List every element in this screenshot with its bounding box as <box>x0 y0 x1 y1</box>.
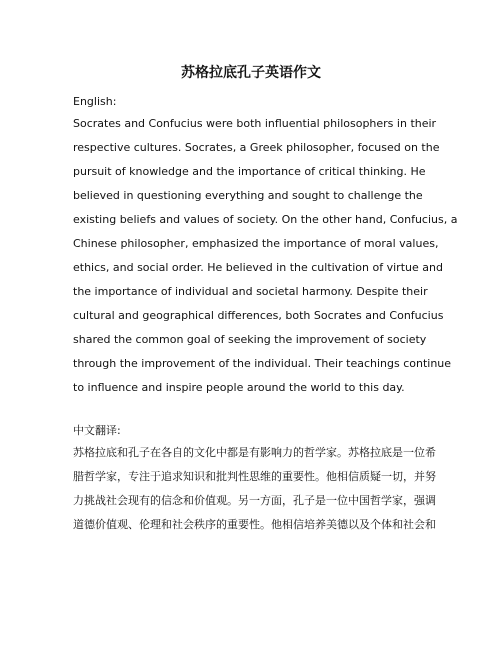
english-line: respective cultures. Socrates, a Greek philosopher, focused on the <box>73 141 440 154</box>
chinese-line: 道德价值观、伦理和社会秩序的重要性。他相信培养美德以及个体和社会和 <box>73 518 436 531</box>
english-line: believed in questioning everything and sought to challenge the <box>73 189 423 202</box>
english-label: English: <box>73 95 117 108</box>
document-body <box>73 92 458 537</box>
chinese-line: 力挑战社会现有的信念和价值观。另一方面，孔子是一位中国哲学家，强调 <box>73 494 436 507</box>
english-line: cultural and geographical differences, both Socrates and Confucius <box>73 309 444 322</box>
english-line: Chinese philosopher, emphasized the importance of moral values, <box>73 237 439 250</box>
english-paragraph <box>73 112 458 400</box>
english-line: to influence and inspire people around the world to this day. <box>73 381 405 394</box>
english-line: through the improvement of the individual. Their teachings continue <box>73 357 452 370</box>
english-line: existing beliefs and values of society. On the other hand, Confucius, a <box>73 213 458 226</box>
english-line: Socrates and Confucius were both influential philosophers in their <box>73 117 437 130</box>
english-line: pursuit of knowledge and the importance of critical thinking. He <box>73 165 426 178</box>
english-line: ethics, and social order. He believed in the cultivation of virtue and <box>73 261 443 274</box>
paragraph-gap <box>73 400 433 421</box>
english-line: the importance of individual and societal harmony. Despite their <box>73 285 428 298</box>
chinese-line: 苏格拉底和孔子在各自的文化中都是有影响力的哲学家。苏格拉底是一位希 <box>73 446 436 459</box>
chinese-line: 腊哲学家，专注于追求知识和批判性思维的重要性。他相信质疑一切，并努 <box>73 470 436 483</box>
document-title: 苏格拉底孔子英语作文 <box>181 65 321 81</box>
chinese-label: 中文翻译: <box>73 424 121 437</box>
english-line: shared the common goal of seeking the improvement of society <box>73 333 427 346</box>
chinese-paragraph <box>73 441 436 537</box>
